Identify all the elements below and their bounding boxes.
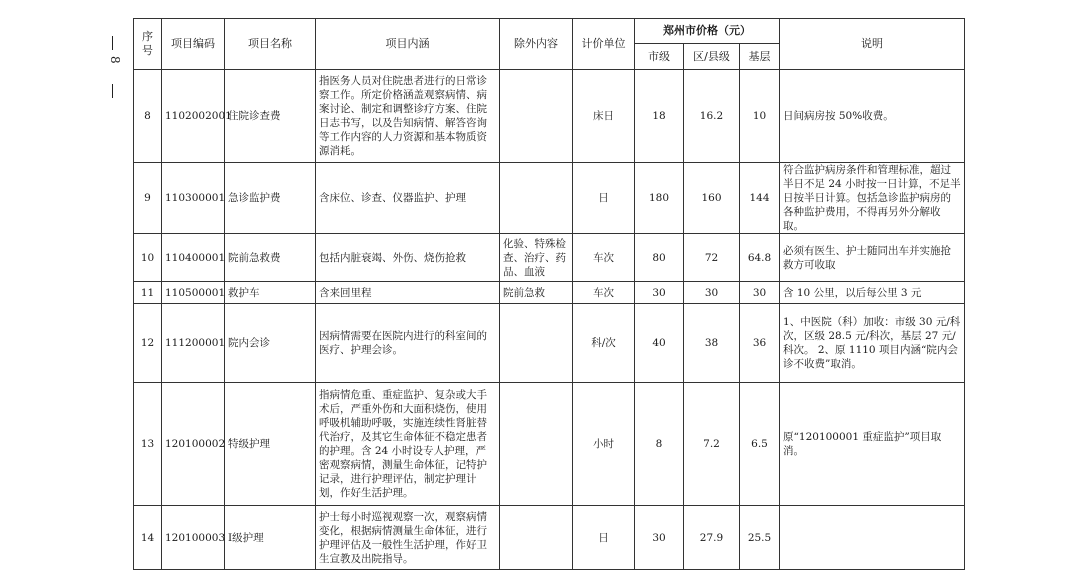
table-row <box>134 282 965 304</box>
table-row <box>134 506 965 570</box>
header-code: 项目编码 <box>162 19 225 70</box>
cell-note: 必须有医生、护士随同出车并实施抢救方可收取 <box>780 234 965 282</box>
header-note: 说明 <box>780 19 965 70</box>
cell-city: 40 <box>635 304 684 383</box>
cell-exclude <box>500 383 573 506</box>
header-city: 市级 <box>635 44 684 70</box>
cell-county: 38 <box>684 304 740 383</box>
cell-code: 120100002 <box>162 383 225 506</box>
cell-code: 110300001 <box>162 163 225 234</box>
header-row-1 <box>134 19 965 44</box>
cell-name: 院前急救费 <box>225 234 316 282</box>
header-seq: 序号 <box>134 19 162 70</box>
cell-city: 180 <box>635 163 684 234</box>
cell-base: 36 <box>740 304 780 383</box>
cell-seq: 10 <box>134 234 162 282</box>
cell-base: 64.8 <box>740 234 780 282</box>
cell-county: 160 <box>684 163 740 234</box>
cell-unit: 小时 <box>573 383 635 506</box>
cell-base: 10 <box>740 70 780 163</box>
cell-exclude: 化验、特殊检查、治疗、药品、血液 <box>500 234 573 282</box>
cell-code: 111200001 <box>162 304 225 383</box>
page-number-text: 8 <box>108 56 122 64</box>
cell-name: 院内会诊 <box>225 304 316 383</box>
header-exclude: 除外内容 <box>500 19 573 70</box>
cell-code: 110500001 <box>162 282 225 304</box>
cell-content: 护士每小时巡视观察一次，观察病情变化，根据病情测量生命体征，进行护理评估及一般性生活护理，作好卫生宣教及出院指导。 <box>316 506 500 570</box>
cell-base: 25.5 <box>740 506 780 570</box>
cell-name: 急诊监护费 <box>225 163 316 234</box>
cell-code: 110400001 <box>162 234 225 282</box>
cell-name: 救护车 <box>225 282 316 304</box>
cell-seq: 14 <box>134 506 162 570</box>
cell-seq: 13 <box>134 383 162 506</box>
cell-seq: 12 <box>134 304 162 383</box>
cell-code: 120100003 <box>162 506 225 570</box>
cell-note: 含 10 公里，以后每公里 3 元 <box>780 282 965 304</box>
page-number <box>104 36 122 100</box>
cell-content: 包括内脏衰竭、外伤、烧伤抢救 <box>316 234 500 282</box>
price-table <box>133 18 965 570</box>
cell-unit: 车次 <box>573 282 635 304</box>
page-number-dash-bottom <box>112 84 113 98</box>
cell-base: 144 <box>740 163 780 234</box>
cell-county: 16.2 <box>684 70 740 163</box>
header-county: 区/县级 <box>684 44 740 70</box>
cell-unit: 日 <box>573 163 635 234</box>
cell-city: 30 <box>635 506 684 570</box>
cell-exclude <box>500 506 573 570</box>
cell-base: 6.5 <box>740 383 780 506</box>
cell-note: 日间病房按 50%收费。 <box>780 70 965 163</box>
header-base: 基层 <box>740 44 780 70</box>
cell-exclude <box>500 70 573 163</box>
cell-content: 含床位、诊查、仪器监护、护理 <box>316 163 500 234</box>
header-content: 项目内涵 <box>316 19 500 70</box>
cell-base: 30 <box>740 282 780 304</box>
cell-name: Ⅰ级护理 <box>225 506 316 570</box>
cell-seq: 11 <box>134 282 162 304</box>
table-row <box>134 70 965 163</box>
cell-county: 27.9 <box>684 506 740 570</box>
cell-note: 原“120100001 重症监护”项目取消。 <box>780 383 965 506</box>
cell-content: 因病情需要在医院内进行的科室间的医疗、护理会诊。 <box>316 304 500 383</box>
cell-city: 18 <box>635 70 684 163</box>
table-row <box>134 234 965 282</box>
cell-county: 7.2 <box>684 383 740 506</box>
cell-city: 8 <box>635 383 684 506</box>
cell-content: 含来回里程 <box>316 282 500 304</box>
cell-name: 住院诊查费 <box>225 70 316 163</box>
cell-city: 80 <box>635 234 684 282</box>
cell-county: 30 <box>684 282 740 304</box>
cell-name: 特级护理 <box>225 383 316 506</box>
cell-note: 1、中医院（科）加收：市级 30 元/科次，区级 28.5 元/科次，基层 27 元/科次。 2、原 1110 项目内涵“院内会诊不收费”取消。 <box>780 304 965 383</box>
header-unit: 计价单位 <box>573 19 635 70</box>
cell-seq: 9 <box>134 163 162 234</box>
cell-content: 指病情危重、重症监护、复杂或大手术后，严重外伤和大面积烧伤，使用呼吸机辅助呼吸，实施连续性肾脏替代治疗，及其它生命体征不稳定患者的护理。含 24 小时设专人护理，严密观察病情，测量生命体征，记特护记录，进行护理评估，制定护理计划，作好生活护理。 <box>316 383 500 506</box>
cell-code: 1102002001 <box>162 70 225 163</box>
table-row <box>134 163 965 234</box>
cell-unit: 科/次 <box>573 304 635 383</box>
cell-note <box>780 506 965 570</box>
cell-exclude: 院前急救 <box>500 282 573 304</box>
cell-content: 指医务人员对住院患者进行的日常诊察工作。所定价格涵盖观察病情、病案讨论、制定和调整诊疗方案、住院日志书写，以及告知病情、解答咨询等工作内容的人力资源和基本物质资源消耗。 <box>316 70 500 163</box>
cell-unit: 车次 <box>573 234 635 282</box>
cell-unit: 床日 <box>573 70 635 163</box>
cell-unit: 日 <box>573 506 635 570</box>
header-price-group: 郑州市价格（元） <box>635 19 780 44</box>
table-row <box>134 383 965 506</box>
cell-exclude <box>500 304 573 383</box>
page-number-dash-top <box>112 36 113 50</box>
cell-note: 符合监护病房条件和管理标准，超过半日不足 24 小时按一日计算，不足半日按半日计算。包括急诊监护病房的各种监护费用，不得再另外分解收取。 <box>780 163 965 234</box>
table-row <box>134 304 965 383</box>
header-name: 项目名称 <box>225 19 316 70</box>
cell-city: 30 <box>635 282 684 304</box>
cell-county: 72 <box>684 234 740 282</box>
cell-seq: 8 <box>134 70 162 163</box>
cell-exclude <box>500 163 573 234</box>
